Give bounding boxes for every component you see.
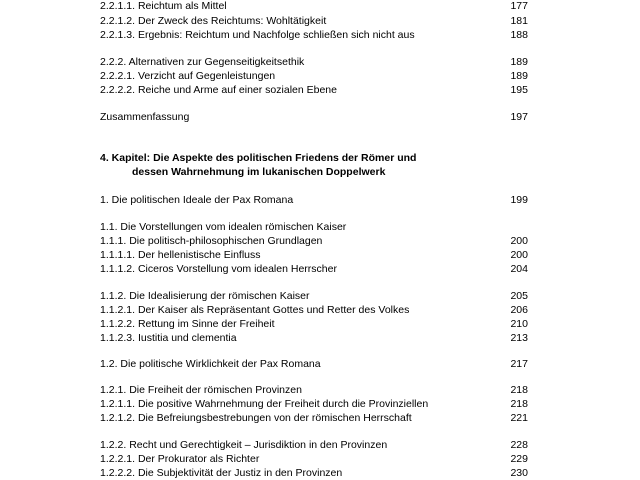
toc-entry xyxy=(100,55,528,69)
toc-entry-page: 205 xyxy=(510,290,528,302)
toc-entry-title: 1.2. Die politische Wirklichkeit der Pax Romana xyxy=(100,358,321,370)
toc-entry xyxy=(100,397,528,411)
toc-entry-title: 1.2.1.2. Die Befreiungsbestrebungen von der römischen Herrschaft xyxy=(100,412,412,424)
toc-entry-title: 1.2.1.1. Die positive Wahrnehmung der Freiheit durch die Provinziellen xyxy=(100,398,429,410)
toc-entry xyxy=(100,452,528,466)
toc-entry-page: 189 xyxy=(510,70,528,82)
toc-entry-title: Zusammenfassung xyxy=(100,111,190,123)
toc-entry xyxy=(100,438,528,452)
toc-entry xyxy=(100,28,528,42)
toc-entry-title: 1.1.1.2. Ciceros Vorstellung vom idealen Herrscher xyxy=(100,263,337,275)
toc-entry-title: 1.1.2.2. Rettung im Sinne der Freiheit xyxy=(100,318,275,330)
toc-entry xyxy=(100,411,528,425)
toc-entry-title: 1.1.1.1. Der hellenistische Einfluss xyxy=(100,249,261,261)
toc-entry xyxy=(100,69,528,83)
toc-entry-page: 218 xyxy=(510,398,528,410)
toc-entry-page: 210 xyxy=(510,318,528,330)
toc-entry-title: 1.2.2.2. Die Subjektivität der Justiz in den Provinzen xyxy=(100,467,343,479)
toc-entry-title: 1.2.2.1. Der Prokurator als Richter xyxy=(100,453,260,465)
toc-entry-page: 195 xyxy=(510,84,528,96)
chapter-heading xyxy=(100,151,528,165)
toc-entry xyxy=(100,317,528,331)
toc-entry-title: 1.1.2.1. Der Kaiser als Repräsentant Gottes und Retter des Volkes xyxy=(100,304,410,316)
toc-entry-page: 199 xyxy=(510,194,528,206)
toc-entry xyxy=(100,262,528,276)
toc-entry-page: 200 xyxy=(510,249,528,261)
toc-entry-page: 228 xyxy=(510,439,528,451)
toc-entry-page: 213 xyxy=(510,332,528,344)
toc-entry-title: 2.2.2.1. Verzicht auf Gegenleistungen xyxy=(100,70,276,82)
toc-entry xyxy=(100,303,528,317)
toc-entry xyxy=(100,289,528,303)
toc-entry xyxy=(100,383,528,397)
toc-entry xyxy=(100,14,528,28)
toc-entry-title: 2.2.1.2. Der Zweck des Reichtums: Wohltätigkeit xyxy=(100,15,327,27)
toc-entry-page: 217 xyxy=(510,358,528,370)
toc-entry-page: 189 xyxy=(510,56,528,68)
toc-entry-page: 229 xyxy=(510,453,528,465)
toc-entry-title: 2.2.2.2. Reiche und Arme auf einer sozialen Ebene xyxy=(100,84,337,96)
toc-entry-title: 1.1.2. Die Idealisierung der römischen Kaiser xyxy=(100,290,310,302)
toc-entry-title: 1.1.1. Die politisch-philosophischen Grundlagen xyxy=(100,235,323,247)
toc-entry-page: 206 xyxy=(510,304,528,316)
toc-entry xyxy=(100,331,528,345)
toc-entry xyxy=(100,193,528,207)
chapter-heading-line2: dessen Wahrnehmung im lukanischen Doppelwerk xyxy=(132,166,386,178)
toc-entry xyxy=(100,83,528,97)
toc-entry-title: 1.1.2.3. Iustitia und clementia xyxy=(100,332,237,344)
toc-entry-title: 2.2.2. Alternativen zur Gegenseitigkeitsethik xyxy=(100,56,305,68)
toc-entry-page: 181 xyxy=(510,15,528,27)
chapter-heading-line1: 4. Kapitel: Die Aspekte des politischen Friedens der Römer und xyxy=(100,152,417,164)
toc-entry xyxy=(100,0,528,13)
toc-entry-title: 2.2.1.3. Ergebnis: Reichtum und Nachfolge schließen sich nicht aus xyxy=(100,29,415,41)
toc-entry xyxy=(100,466,528,480)
toc-entry-page: 218 xyxy=(510,384,528,396)
toc-entry-page: 197 xyxy=(510,111,528,123)
toc-entry xyxy=(100,248,528,262)
toc-entry-title: 2.2.1.1. Reichtum als Mittel xyxy=(100,0,227,12)
toc-entry xyxy=(100,110,528,124)
toc-entry-page: 221 xyxy=(510,412,528,424)
toc-entry xyxy=(100,357,528,371)
toc-entry-title: 1.2.1. Die Freiheit der römischen Provinzen xyxy=(100,384,302,396)
toc-entry xyxy=(100,220,528,234)
toc-entry-title: 1.1. Die Vorstellungen vom idealen römischen Kaiser xyxy=(100,221,347,233)
toc-entry-page: 230 xyxy=(510,467,528,479)
toc-entry-title: 1.2.2. Recht und Gerechtigkeit – Jurisdiktion in den Provinzen xyxy=(100,439,388,451)
toc-entry-page: 188 xyxy=(510,29,528,41)
toc-entry-page: 204 xyxy=(510,263,528,275)
toc-entry-title: 1. Die politischen Ideale der Pax Romana xyxy=(100,194,294,206)
toc-entry-page: 177 xyxy=(510,0,528,12)
toc-entry xyxy=(100,234,528,248)
chapter-heading xyxy=(132,165,560,179)
toc-entry-page: 200 xyxy=(510,235,528,247)
